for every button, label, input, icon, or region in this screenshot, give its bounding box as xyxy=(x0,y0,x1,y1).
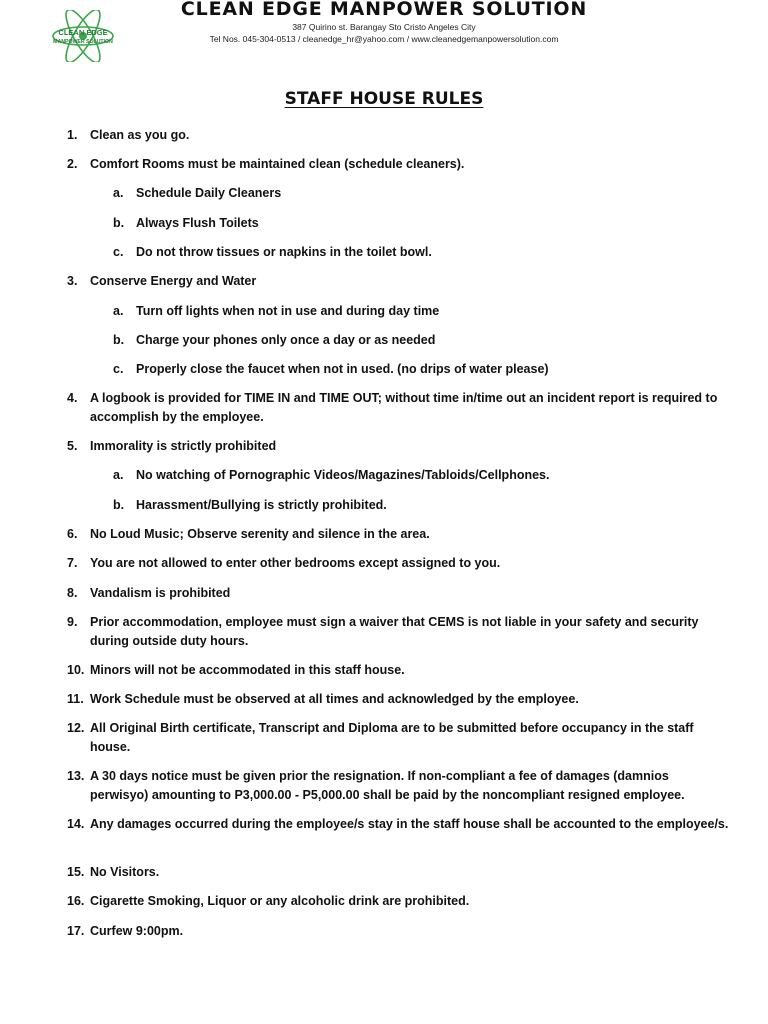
rule-number: 11. xyxy=(67,692,84,706)
page-title-text: STAFF HOUSE RULES xyxy=(284,89,484,109)
sub-rule-letter: a. xyxy=(113,304,124,318)
sub-rule-text: Schedule Daily Cleaners xyxy=(136,186,282,200)
rule-number: 14. xyxy=(67,817,85,831)
rule-number: 6. xyxy=(67,527,78,541)
rule-number: 15. xyxy=(67,865,85,879)
rule-number: 17. xyxy=(67,924,85,938)
company-name: CLEAN EDGE MANPOWER SOLUTION xyxy=(180,0,588,20)
letterhead xyxy=(0,0,768,70)
rule-number: 7. xyxy=(67,556,78,570)
rule-number: 13. xyxy=(67,769,85,783)
rule-number: 3. xyxy=(67,274,78,288)
rule-text: A logbook is provided for TIME IN and TIME OUT; without time in/time out an incident report is required to accomplish by the employee. xyxy=(90,391,718,424)
rule-text: Cigarette Smoking, Liquor or any alcoholic drink are prohibited. xyxy=(90,894,470,908)
sub-rule-text: Do not throw tissues or napkins in the toilet bowl. xyxy=(136,245,432,259)
rule-text: You are not allowed to enter other bedrooms except assigned to you. xyxy=(90,556,501,570)
rule-text: Immorality is strictly prohibited xyxy=(90,439,277,453)
sub-rule-text: Properly close the faucet when not in used. (no drips of water please) xyxy=(136,362,549,376)
sub-rule-text: Turn off lights when not in use and during day time xyxy=(136,304,440,318)
rule-number: 10. xyxy=(67,663,85,677)
rule-text: All Original Birth certificate, Transcript and Diploma are to be submitted before occupancy in the staff house. xyxy=(90,721,694,754)
sub-rule-text: Charge your phones only once a day or as needed xyxy=(136,333,436,347)
sub-rule-letter: a. xyxy=(113,186,124,200)
rule-number: 16. xyxy=(67,894,85,908)
rule-number: 1. xyxy=(67,128,78,142)
sub-rule-letter: b. xyxy=(113,333,125,347)
rule-number: 5. xyxy=(67,439,78,453)
rule-text: Comfort Rooms must be maintained clean (schedule cleaners). xyxy=(90,157,465,171)
rule-text: Clean as you go. xyxy=(90,128,190,142)
logo-text-line1: CLEAN EDGE xyxy=(58,28,108,37)
sub-rule-text: Always Flush Toilets xyxy=(136,216,259,230)
rule-text: Prior accommodation, employee must sign a waiver that CEMS is not liable in your safety and security during outside duty hours. xyxy=(90,615,699,648)
sub-rule-text: No watching of Pornographic Videos/Magazines/Tabloids/Cellphones. xyxy=(136,468,550,482)
rule-number: 4. xyxy=(67,391,78,405)
logo-text-line2: MANPOWER SOLUTION xyxy=(53,39,113,45)
rule-text: No Loud Music; Observe serenity and silence in the area. xyxy=(90,527,430,541)
rule-text: Curfew 9:00pm. xyxy=(90,924,184,938)
rule-text: Vandalism is prohibited xyxy=(90,586,231,600)
rule-text: Minors will not be accommodated in this staff house. xyxy=(90,663,405,677)
company-address: 387 Quirino st. Barangay Sto Cristo Angeles City xyxy=(292,22,476,32)
company-contact: Tel Nos. 045-304-0513 / cleanedge_hr@yahoo.com / www.cleanedgemanpowersolution.com xyxy=(209,34,559,44)
rule-text: A 30 days notice must be given prior the resignation. If non-compliant a fee of damages (damnios perwisyo) amounting to P3,000.00 - P5,000.00 shall be paid by the noncompliant resigned employee. xyxy=(90,769,685,802)
rule-number: 12. xyxy=(67,721,85,735)
sub-rule-letter: c. xyxy=(113,245,124,259)
sub-rule-letter: b. xyxy=(113,216,125,230)
rule-number: 2. xyxy=(67,157,78,171)
rule-text: No Visitors. xyxy=(90,865,160,879)
rule-number: 8. xyxy=(67,586,78,600)
sub-rule-letter: a. xyxy=(113,468,124,482)
rule-text: Any damages occurred during the employee/s stay in the staff house shall be accounted to the employee/s. xyxy=(90,817,729,831)
sub-rule-text: Harassment/Bullying is strictly prohibited. xyxy=(136,498,387,512)
rule-text: Conserve Energy and Water xyxy=(90,274,257,288)
page-title xyxy=(0,89,768,109)
sub-rule-letter: c. xyxy=(113,362,124,376)
sub-rule-letter: b. xyxy=(113,498,125,512)
rule-text: Work Schedule must be observed at all times and acknowledged by the employee. xyxy=(90,692,579,706)
rule-number: 9. xyxy=(67,615,78,629)
